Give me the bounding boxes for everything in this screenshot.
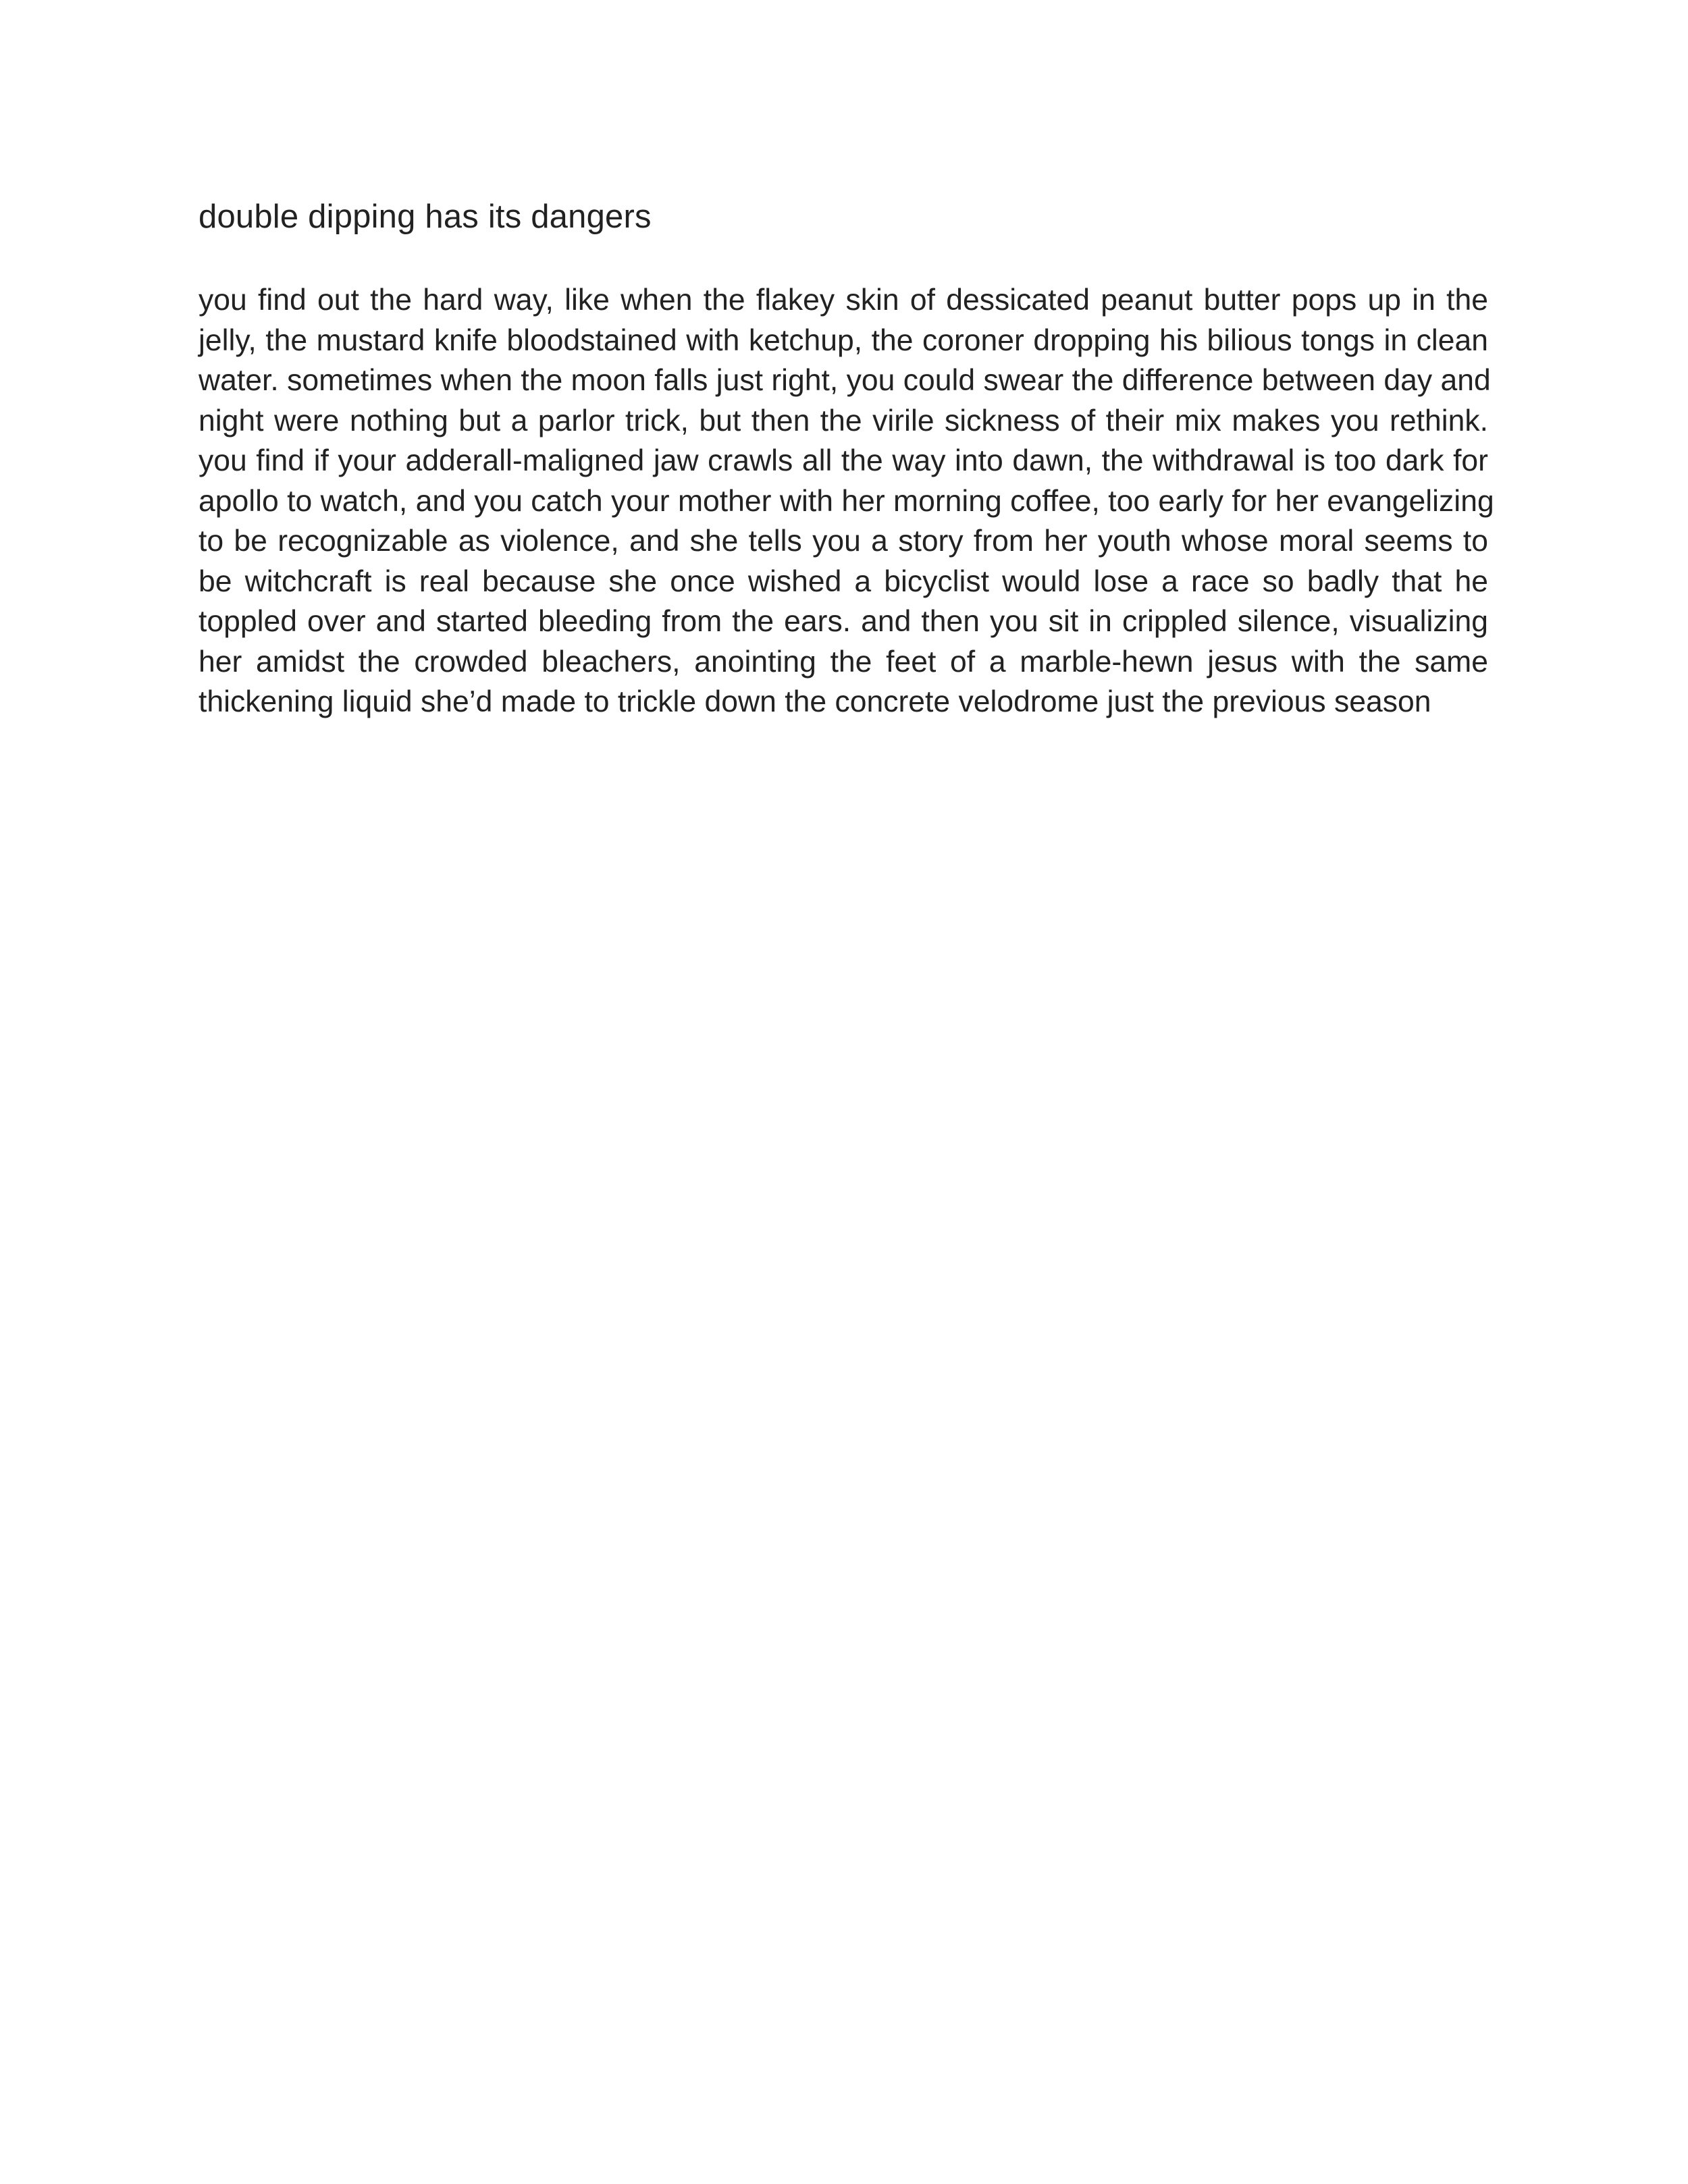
body-line-3: water. sometimes when the moon falls just right, you could swear the difference between day and [199, 364, 1491, 397]
body-line-4: night were nothing but a parlor trick, but then the virile sickness of their mix makes you rethink. [199, 404, 1488, 437]
body-line-8: be witchcraft is real because she once wished a bicyclist would lose a race so badly that he [199, 564, 1488, 598]
poem-body [199, 280, 1494, 722]
body-line-9: toppled over and started bleeding from the ears. and then you sit in crippled silence, visualizing [199, 605, 1488, 638]
poem-title: double dipping has its dangers [199, 198, 652, 235]
body-line-11: thickening liquid she’d made to trickle down the concrete velodrome just the previous season [199, 685, 1431, 718]
body-line-2: jelly, the mustard knife bloodstained with ketchup, the coroner dropping his bilious tongs in clean [199, 323, 1488, 357]
body-line-6: apollo to watch, and you catch your mother with her morning coffee, too early for her evangelizing [199, 484, 1494, 518]
body-line-1: you find out the hard way, like when the flakey skin of dessicated peanut butter pops up in the [199, 284, 1488, 317]
body-line-5: you find if your adderall-maligned jaw crawls all the way into dawn, the withdrawal is too dark for [199, 444, 1488, 477]
body-line-10: her amidst the crowded bleachers, anointing the feet of a marble-hewn jesus with the same [199, 645, 1488, 678]
body-line-7: to be recognizable as violence, and she tells you a story from her youth whose moral seems to [199, 525, 1488, 558]
